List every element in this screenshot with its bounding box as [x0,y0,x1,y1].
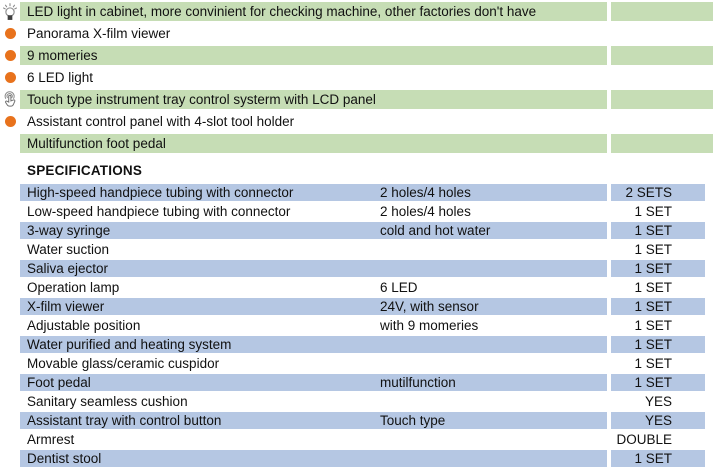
table-row [0,431,719,448]
feature-row [0,46,719,65]
spec-item-label: Saliva ejector [27,261,109,276]
spec-item-label: Armrest [27,432,75,447]
feature-icon-cell [0,112,20,131]
feature-right-cell [611,90,713,109]
spec-detail-label: 6 LED [380,280,418,295]
table-row [0,222,719,239]
table-row [0,298,719,315]
spec-quantity-cell: YES [644,394,672,409]
feature-icon-cell [0,134,20,153]
spec-main-cell [20,298,607,315]
bulb-icon [1,3,19,21]
table-row [0,412,719,429]
table-row [0,317,719,334]
feature-row [0,134,719,153]
spec-item-label: Operation lamp [27,280,120,295]
spec-main-cell [20,184,607,201]
spec-item-label: Dentist stool [27,451,102,466]
spec-detail-label: 2 holes/4 holes [380,204,471,219]
feature-text: Assistant control panel with 4-slot tool holder [27,114,295,129]
table-row [0,393,719,410]
spec-detail-label: with 9 momeries [380,318,479,333]
spec-item-label: Sanitary seamless cushion [27,394,188,409]
feature-icon-cell [0,90,20,109]
spec-item-label: Water purified and heating system [27,337,232,352]
specifications-table [0,184,719,469]
spec-quantity-cell: 1 SET [634,280,672,295]
spec-main-cell [20,374,607,391]
table-row [0,184,719,201]
spec-main-cell [20,260,607,277]
spec-detail-label: cold and hot water [380,223,491,238]
feature-text: 9 momeries [20,46,607,65]
spec-quantity-cell: 1 SET [634,242,672,257]
feature-row [0,90,719,109]
feature-row [0,24,719,43]
feature-icon-cell [0,46,20,65]
feature-icon-cell [0,68,20,87]
table-row [0,374,719,391]
spec-quantity-cell: 1 SET [634,356,672,371]
spec-quantity-cell: 1 SET [611,336,705,353]
spec-detail-label: 24V, with sensor [380,299,479,314]
feature-row [0,68,719,87]
bullet-dot-icon [5,28,16,39]
table-row [0,355,719,372]
bullet-dot-icon [5,116,16,127]
spec-item-label: Water suction [27,242,110,257]
spec-quantity-cell: 1 SET [634,318,672,333]
spec-quantity-cell: 2 SETS [611,184,705,201]
spec-item-label: X-film viewer [27,299,105,314]
spec-detail-label: 2 holes/4 holes [380,185,471,200]
spec-quantity-cell: 1 SET [611,450,705,467]
features-list [0,2,719,156]
spec-main-cell [20,336,607,353]
bullet-dot-icon [5,50,16,61]
feature-text: Touch type instrument tray control systerm with LCD panel [20,90,607,109]
spec-main-cell [20,203,607,220]
spec-item-label: Adjustable position [27,318,141,333]
spec-quantity-cell: 1 SET [611,298,705,315]
spec-item-label: 3-way syringe [27,223,111,238]
touch-icon [1,91,19,109]
spec-quantity-cell: 1 SET [611,260,705,277]
feature-text: Panorama X-film viewer [27,26,171,41]
spec-item-label: High-speed handpiece tubing with connector [27,185,294,200]
feature-icon-cell [0,24,20,43]
feature-right-cell [611,112,713,131]
table-row [0,241,719,258]
spec-quantity-cell: 1 SET [611,374,705,391]
spec-main-cell [20,241,607,258]
table-row [0,450,719,467]
feature-right-cell [611,46,713,65]
spec-item-label: Assistant tray with control button [27,413,222,428]
spec-main-cell [20,222,607,239]
spec-detail-label: mutilfunction [380,375,456,390]
spec-quantity-cell: DOUBLE [616,432,672,447]
feature-text: LED light in cabinet, more convinient for checking machine, other factories don't have [20,2,607,21]
feature-text: Multifunction foot pedal [20,134,607,153]
feature-row [0,2,719,21]
feature-right-cell [611,134,713,153]
spec-quantity-cell: YES [611,412,705,429]
spec-item-label: Low-speed handpiece tubing with connector [27,204,291,219]
spec-main-cell [20,431,607,448]
table-row [0,336,719,353]
spec-detail-label: Touch type [380,413,446,428]
bullet-dot-icon [5,72,16,83]
spec-item-label: Movable glass/ceramic cuspidor [27,356,220,371]
table-row [0,260,719,277]
specifications-heading: SPECIFICATIONS [27,163,143,178]
feature-row [0,112,719,131]
spec-main-cell [20,279,607,296]
spec-main-cell [20,450,607,467]
table-row [0,203,719,220]
feature-icon-cell [0,2,20,21]
feature-right-cell [611,2,713,21]
feature-right-cell [611,24,713,43]
table-row [0,279,719,296]
feature-right-cell [611,68,713,87]
feature-text: 6 LED light [27,70,94,85]
spec-quantity-cell: 1 SET [634,204,672,219]
spec-main-cell [20,412,607,429]
spec-item-label: Foot pedal [27,375,91,390]
spec-main-cell [20,393,607,410]
spec-quantity-cell: 1 SET [611,222,705,239]
spec-main-cell [20,355,607,372]
spec-main-cell [20,317,607,334]
